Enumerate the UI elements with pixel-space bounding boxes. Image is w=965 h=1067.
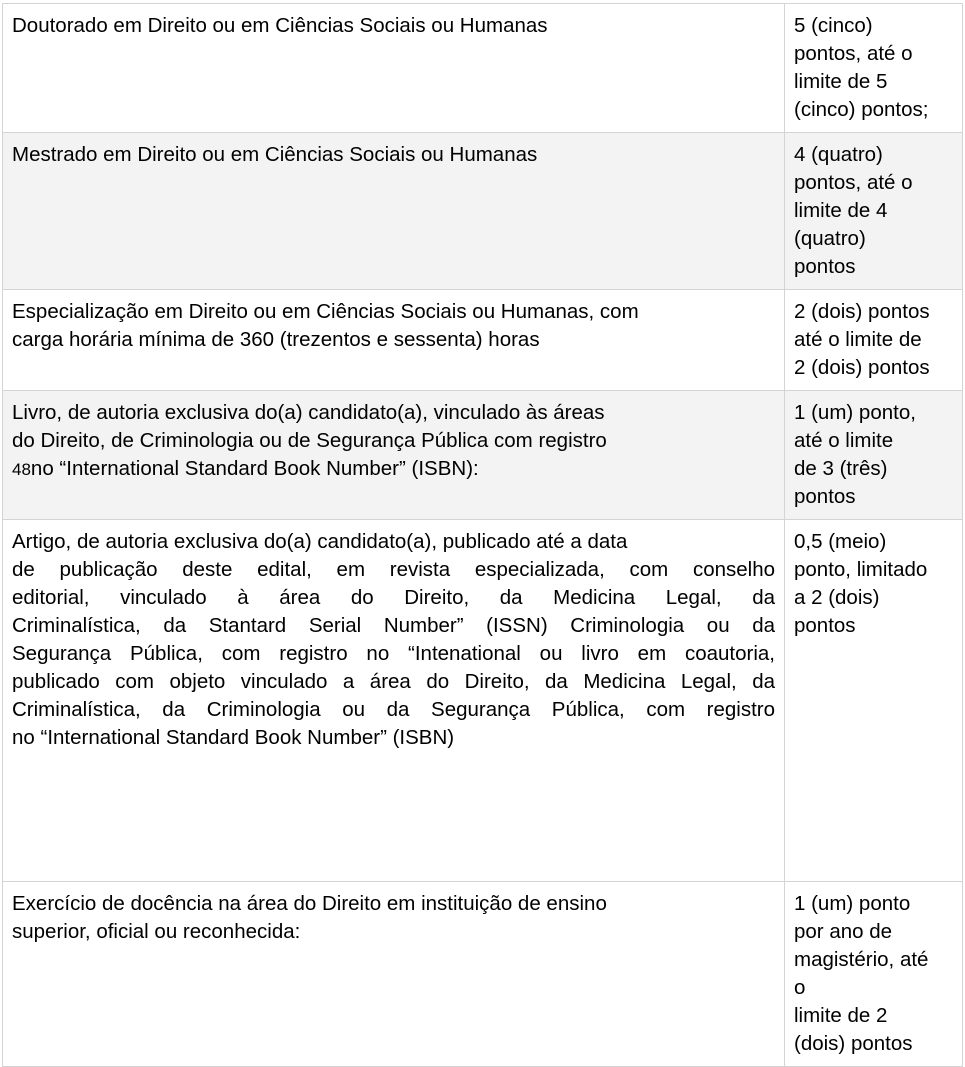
points-line: o (794, 976, 806, 999)
description-line (12, 455, 775, 484)
description-line: Criminalística, da Criminologia ou da Segurança Pública, com registro (12, 698, 775, 721)
description-line: carga horária mínima de 360 (trezentos e sessenta) horas (12, 328, 540, 351)
points-line: 1 (um) ponto (794, 892, 911, 915)
description-line: Doutorado em Direito ou em Ciências Sociais ou Humanas (12, 14, 548, 37)
points-line: a 2 (dois) (794, 586, 880, 609)
description-prefix: 48 (12, 460, 31, 479)
points-line: pontos (794, 485, 856, 508)
description-line: no “International Standard Book Number” (ISBN) (12, 726, 455, 749)
description-line: de publicação deste edital, em revista especializada, com conselho (12, 558, 775, 581)
criterion-points (785, 882, 963, 1067)
points-line: até o limite de (794, 328, 922, 351)
points-line: pontos (794, 614, 856, 637)
points-line: de 3 (três) (794, 457, 888, 480)
points-line: 5 (cinco) (794, 14, 873, 37)
table-row (3, 520, 963, 882)
description-line: superior, oficial ou reconhecida: (12, 920, 301, 943)
criterion-description (3, 520, 785, 882)
criterion-description (3, 290, 785, 391)
points-line: 2 (dois) pontos (794, 300, 930, 323)
criterion-points (785, 133, 963, 290)
table-row (3, 4, 963, 133)
points-line: (dois) pontos (794, 1032, 913, 1055)
points-line: 4 (quatro) (794, 143, 883, 166)
criterion-points (785, 520, 963, 882)
criterion-points (785, 391, 963, 520)
points-line: limite de 4 (794, 199, 888, 222)
points-line: por ano de (794, 920, 893, 943)
points-line: magistério, até (794, 948, 929, 971)
description-line: do Direito, de Criminologia ou de Segurança Pública com registro (12, 429, 607, 452)
description-line: editorial, vinculado à área do Direito, da Medicina Legal, da (12, 586, 775, 609)
points-line: (quatro) (794, 227, 866, 250)
description-last: no “International Standard Book Number” (ISBN): (30, 457, 479, 480)
description-line: Exercício de docência na área do Direito em instituição de ensino (12, 892, 607, 915)
points-line: até o limite (794, 429, 894, 452)
table-row (3, 882, 963, 1067)
points-line: limite de 2 (794, 1004, 888, 1027)
criteria-table (2, 3, 963, 1067)
description-line: Livro, de autoria exclusiva do(a) candidato(a), vinculado às áreas (12, 401, 605, 424)
description-line: Especialização em Direito ou em Ciências Sociais ou Humanas, com (12, 300, 639, 323)
description-line: Segurança Pública, com registro no “Intenational ou livro em coautoria, (12, 642, 775, 665)
points-line: (cinco) pontos; (794, 98, 929, 121)
points-line: ponto, limitado (794, 558, 928, 581)
criterion-description (3, 391, 785, 520)
criterion-points (785, 4, 963, 133)
points-line: 0,5 (meio) (794, 530, 887, 553)
criterion-points (785, 290, 963, 391)
table-row (3, 133, 963, 290)
description-line: Criminalística, da Stantard Serial Number” (ISSN) Criminologia ou da (12, 614, 775, 637)
description-line: Mestrado em Direito ou em Ciências Sociais ou Humanas (12, 143, 538, 166)
table-row (3, 290, 963, 391)
points-line: 1 (um) ponto, (794, 401, 916, 424)
points-line: pontos, até o (794, 171, 913, 194)
criterion-description (3, 882, 785, 1067)
points-line: 2 (dois) pontos (794, 356, 930, 379)
points-line: limite de 5 (794, 70, 888, 93)
criterion-description (3, 133, 785, 290)
points-line: pontos (794, 255, 856, 278)
points-line: pontos, até o (794, 42, 913, 65)
description-line: publicado com objeto vinculado a área do Direito, da Medicina Legal, da (12, 670, 775, 693)
table-row (3, 391, 963, 520)
description-line: Artigo, de autoria exclusiva do(a) candidato(a), publicado até a data (12, 530, 628, 553)
criterion-description (3, 4, 785, 133)
